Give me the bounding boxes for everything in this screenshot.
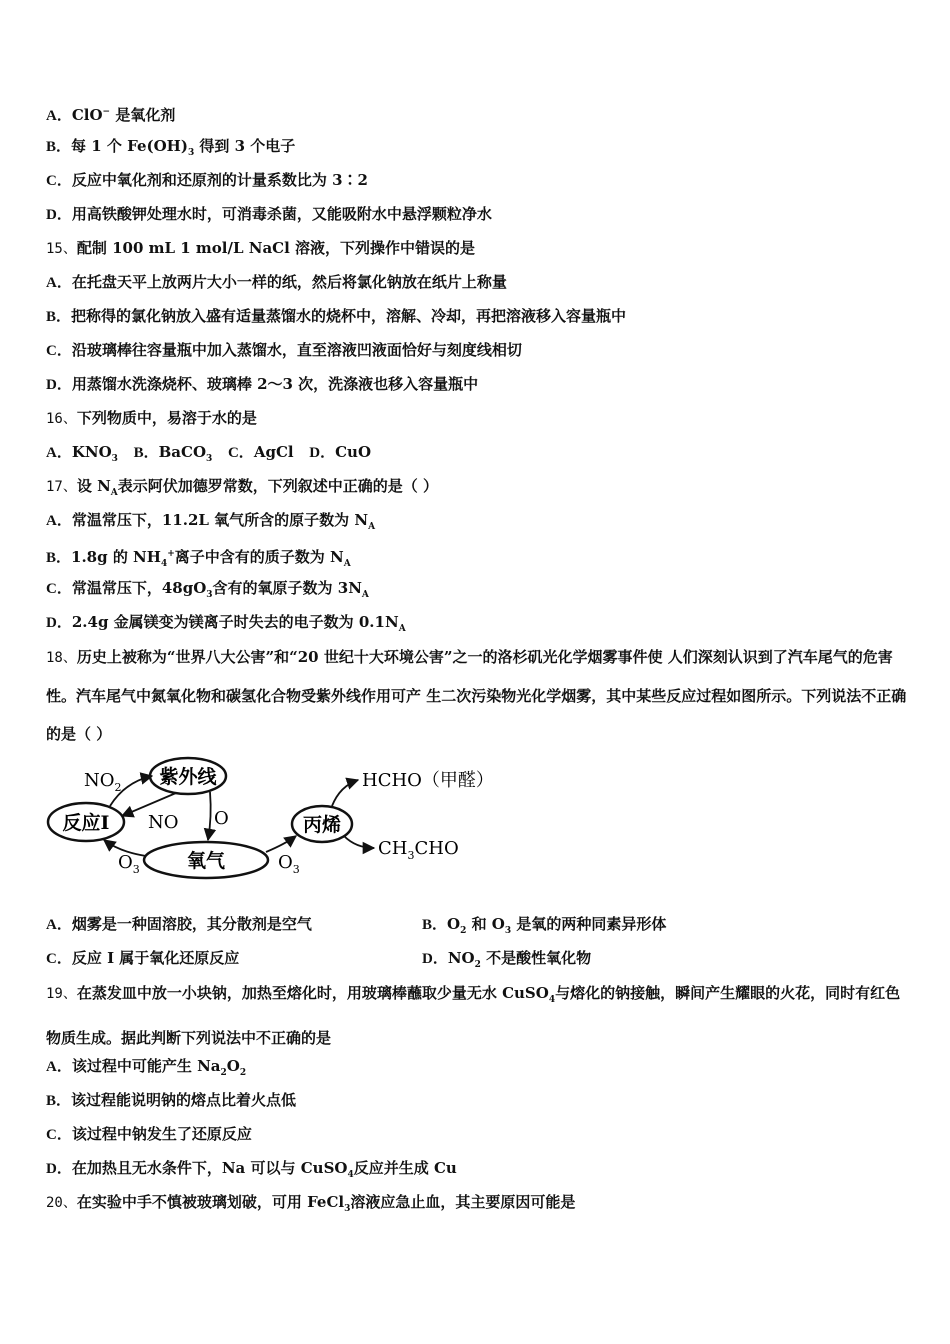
- q17-option-d: D．2.4g 金属镁变为镁离子时失去的电子数为 $0.1N_A$: [46, 613, 406, 634]
- q19-stem: 19、在蒸发皿中放一小块钠，加热至熔化时，用玻璃棒蘸取少量无水 CuSO$_4$与熔化的钠接触，瞬间产生耀眼的火花，同时有红色物质生成。据此判断下列说法中不正确的是: [46, 984, 901, 1047]
- no-label: NO: [148, 812, 179, 833]
- q15-option-a: A．在托盘天平上放两片大小一样的纸，然后将氯化钠放在纸片上称量: [46, 273, 507, 291]
- q18-options-row2: [46, 948, 592, 970]
- no2-label: $NO_2$: [84, 770, 122, 794]
- q17-option-b: B．1.8g 的 $NH_4^+$离子中含有的质子数为 $N_A$: [46, 548, 351, 569]
- arrow-propylene-to-ch3cho: [344, 836, 374, 848]
- q14-option-c: C．反应中氧化剂和还原剂的计量系数比为 3∶2: [46, 171, 368, 189]
- uv-label: 紫外线: [159, 766, 217, 788]
- q19-option-d: D．在加热且无水条件下，Na 可以与 CuSO$_4$反应并生成 Cu: [46, 1159, 457, 1180]
- q16-option-a: A．$KNO_3$: [46, 443, 118, 464]
- q15-option-d: D．用蒸馏水洗涤烧杯、玻璃棒 2～3 次，洗涤液也移入容量瓶中: [46, 375, 479, 393]
- photochemical-smog-diagram: [40, 752, 500, 882]
- q15-stem: 15、配制 100 mL 1 mol/L NaCl 溶液，下列操作中错误的是: [46, 239, 476, 257]
- q17-option-a: A．常温常压下，11.2L 氧气所含的原子数为 $N_A$: [46, 511, 376, 532]
- q14-option-d: D．用高铁酸钾处理水时，可消毒杀菌，又能吸附水中悬浮颗粒净水: [46, 205, 492, 223]
- q19-option-c: C．该过程中钠发生了还原反应: [46, 1125, 252, 1143]
- q20-stem: 20、在实验中手不慎被玻璃划破，可用 FeCl$_3$溶液应急止血，其主要原因可能是: [46, 1193, 576, 1214]
- o3-right-label: $O_3$: [278, 852, 300, 876]
- arrow-uv-to-oxygen: [208, 792, 211, 840]
- q19-option-a: A．该过程中可能产生 $Na_2O_2$: [46, 1057, 247, 1078]
- q17-stem: 17、设 $N_A$表示阿伏加德罗常数，下列叙述中正确的是（ ）: [46, 477, 439, 498]
- hcho-label: HCHO（甲醛）: [362, 770, 494, 791]
- ch3cho-label: $CH_3CHO$: [378, 838, 459, 862]
- q16-stem: 16、下列物质中，易溶于水的是: [46, 409, 257, 427]
- q18-option-d: D．$NO_2$ 不是酸性氧化物: [422, 949, 592, 970]
- o-label: O: [214, 808, 229, 829]
- q16-options: [46, 442, 371, 469]
- q15-option-b: B．把称得的氯化钠放入盛有适量蒸馏水的烧杯中，溶解、冷却，再把溶液移入容量瓶中: [46, 307, 627, 325]
- q14-option-b: B．每 1 个 $Fe(OH)_3$ 得到 3 个电子: [46, 137, 296, 158]
- q18-options-row1: [46, 914, 667, 936]
- arrow-propylene-to-hcho: [332, 780, 358, 806]
- q14-option-a: A．ClO− 是氧化剂: [46, 106, 176, 124]
- q18-option-b: B．$O_2$ 和 $O_3$ 是氧的两种同素异形体: [422, 915, 667, 936]
- q18-stem: 18、历史上被称为“世界八大公害”和“20 世纪十大环境公害”之一的洛杉矶光化学烟雾事件使 人们深刻认识到了汽车尾气的危害性。汽车尾气中氮氧化物和碳氢化合物受紫外线作用可产 生二次污染物光化学烟雾，其中某些反应过程如图所示。下列说法不正确的是（ ）: [46, 648, 907, 743]
- q15-option-c: C．沿玻璃棒往容量瓶中加入蒸馏水，直至溶液凹液面恰好与刻度线相切: [46, 341, 522, 359]
- oxygen-label: 氧气: [186, 850, 226, 872]
- q16-option-d: D．CuO: [309, 443, 372, 461]
- o3-left-label: $O_3$: [118, 852, 140, 876]
- q16-option-c: C．AgCl: [227, 443, 294, 461]
- q19-option-b: B．该过程能说明钠的熔点比着火点低: [46, 1091, 297, 1109]
- reaction-label: 反应I: [62, 812, 110, 834]
- arrow-oxygen-to-propylene: [266, 836, 296, 852]
- q16-option-b: B．BaCO$_3$: [133, 443, 213, 464]
- propylene-label: 丙烯: [302, 814, 342, 836]
- q18-option-c: C．反应 I 属于氧化还原反应: [46, 949, 240, 967]
- q17-option-c: C．常温常压下，$48gO_3$含有的氧原子数为 $3N_A$: [46, 579, 369, 600]
- q18-option-a: A．烟雾是一种固溶胶，其分散剂是空气: [46, 915, 312, 933]
